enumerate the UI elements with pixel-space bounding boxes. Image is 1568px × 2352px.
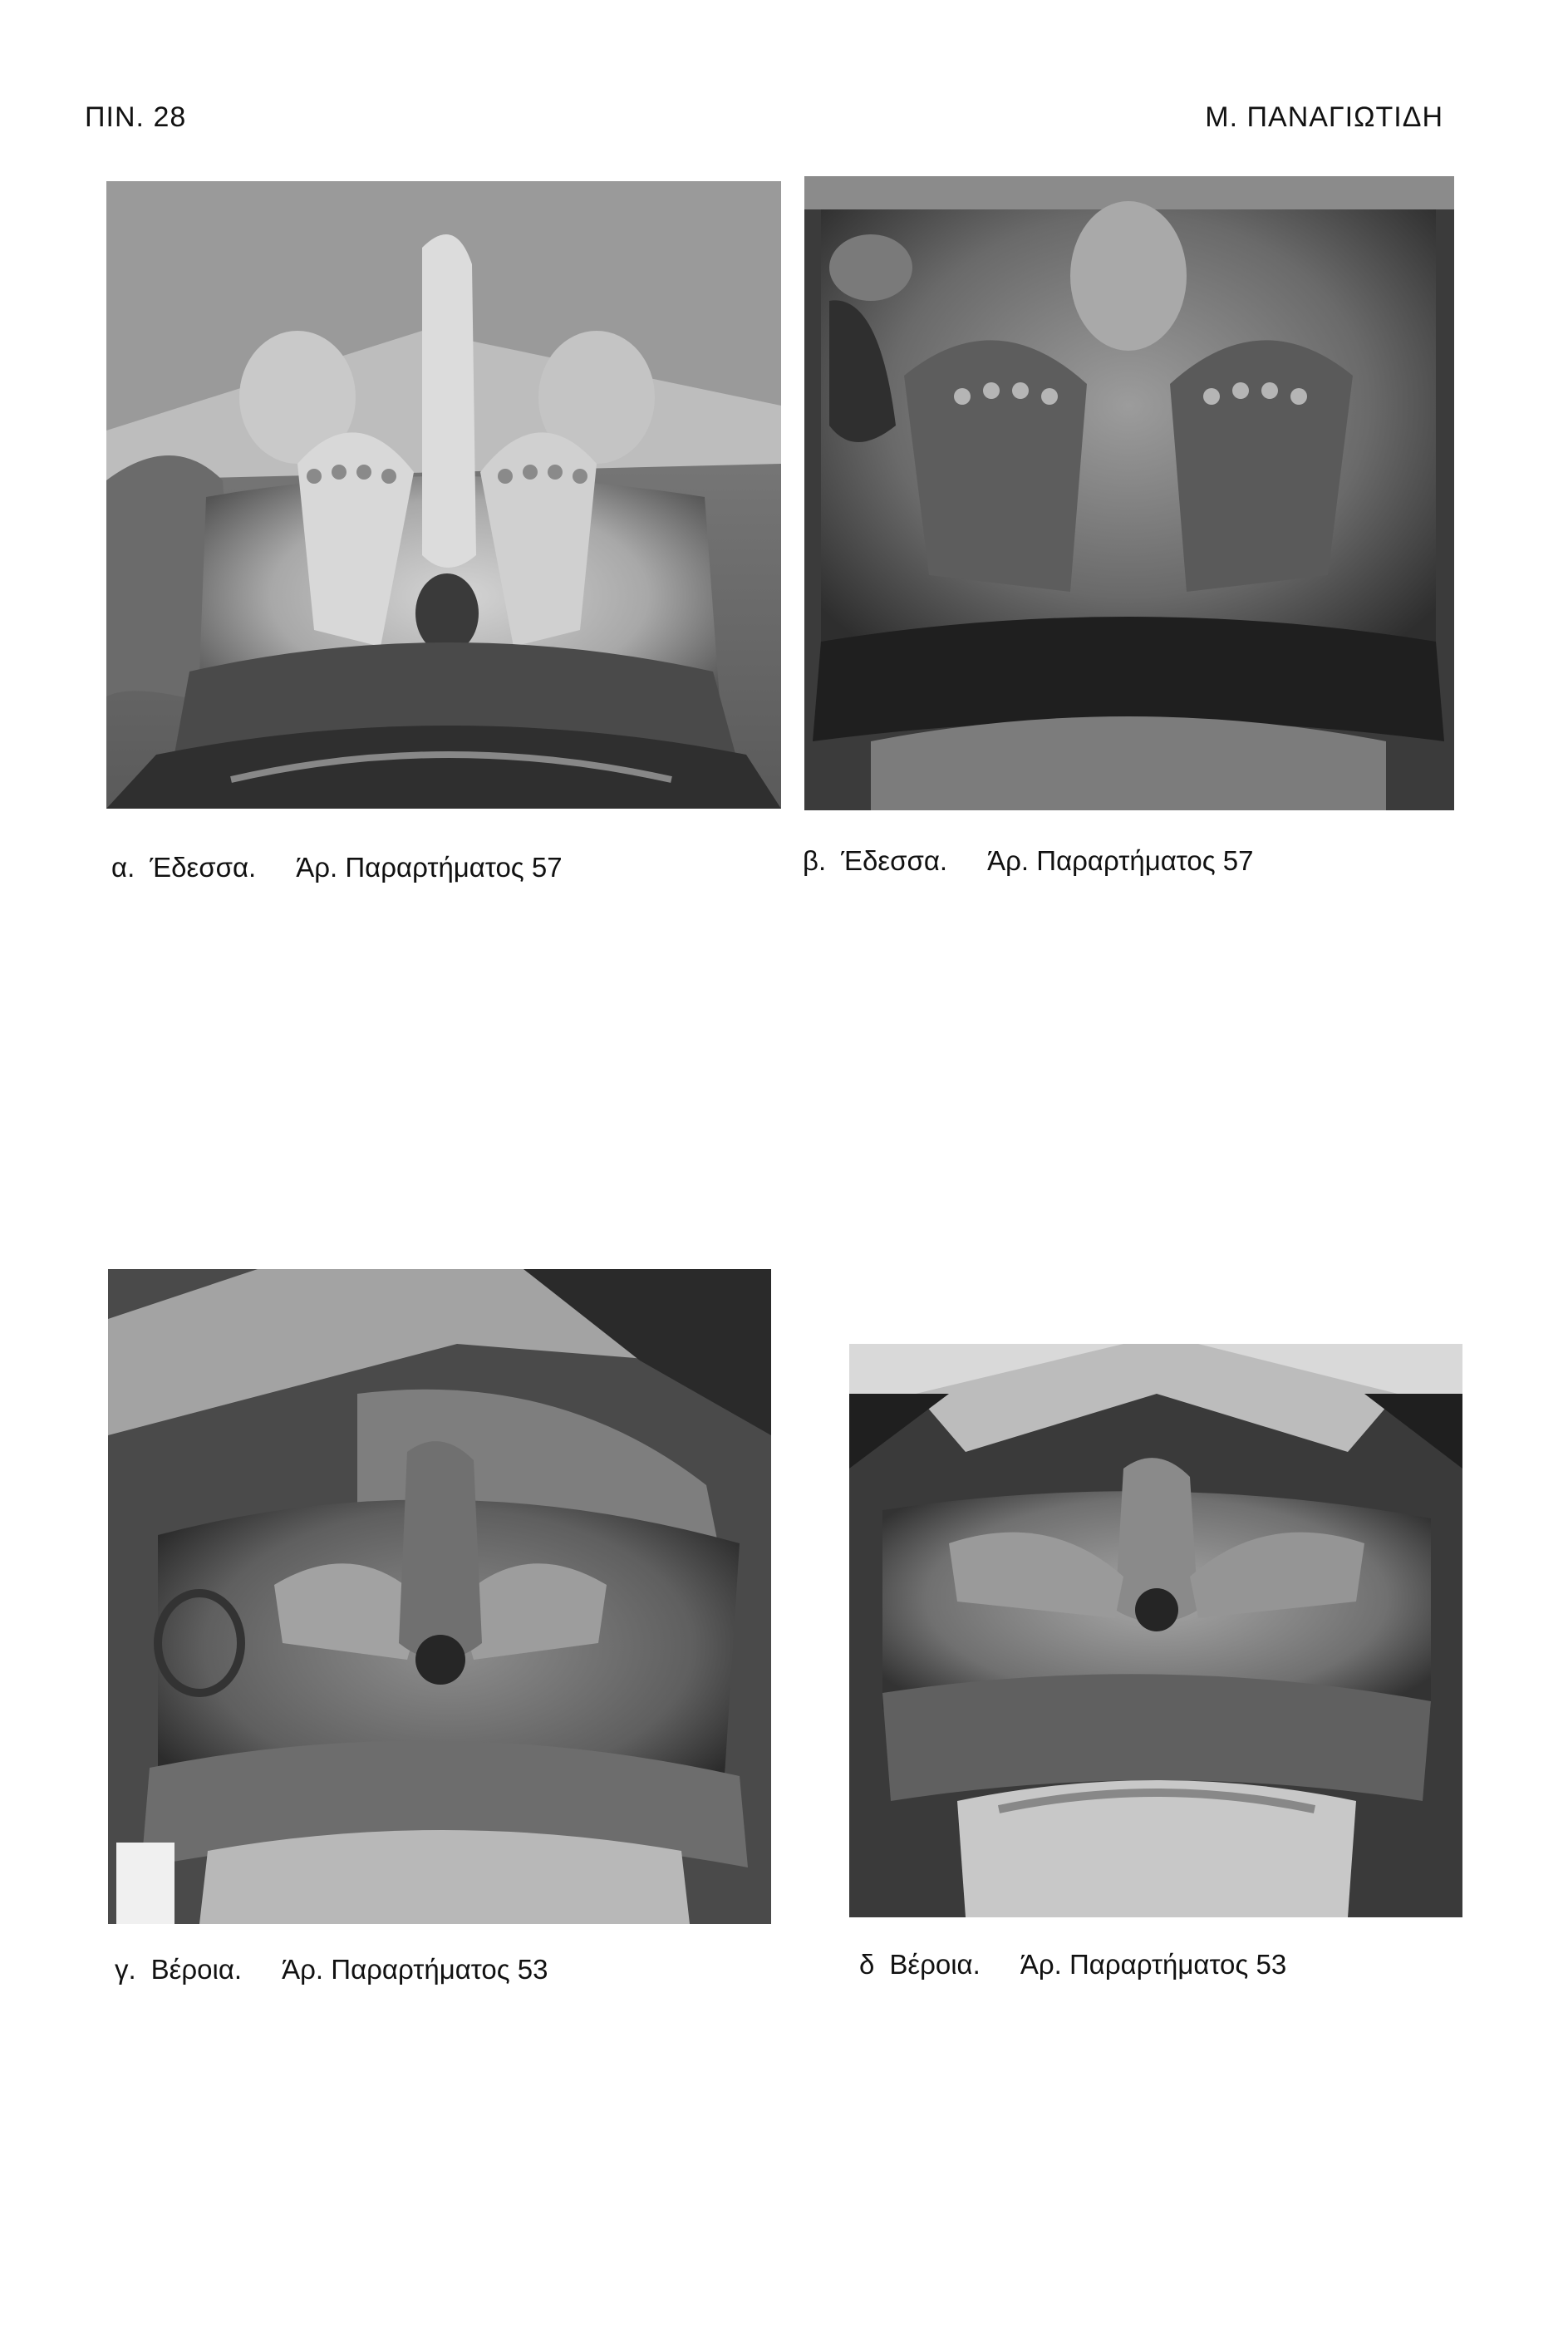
caption-d-place: Βέροια. xyxy=(889,1949,981,1980)
caption-a-label: α. xyxy=(111,852,135,883)
author-name: Μ. ΠΑΝΑΓΙΩΤΙΔΗ xyxy=(1205,101,1443,133)
capital-photo-c xyxy=(108,1269,771,1924)
plate-number: ΠΙΝ. 28 xyxy=(85,101,187,133)
caption-a-place: Έδεσσα. xyxy=(150,852,257,883)
caption-b xyxy=(803,845,1254,877)
caption-b-label: β. xyxy=(803,845,827,876)
caption-a xyxy=(111,852,563,883)
caption-a-reference: Άρ. Παραρτήματος 57 xyxy=(296,852,563,883)
caption-c-label: γ. xyxy=(115,1954,136,1985)
caption-d xyxy=(859,1949,1286,1981)
caption-c xyxy=(115,1954,548,1985)
caption-b-place: Έδεσσα. xyxy=(841,845,948,876)
caption-d-reference: Άρ. Παραρτήματος 53 xyxy=(1020,1949,1287,1980)
caption-c-place: Βέροια. xyxy=(150,1954,243,1985)
caption-d-label: δ xyxy=(859,1949,875,1980)
caption-b-reference: Άρ. Παραρτήματος 57 xyxy=(987,845,1254,876)
capital-photo-d xyxy=(849,1344,1462,1917)
capital-photo-b xyxy=(804,176,1454,810)
caption-c-reference: Άρ. Παραρτήματος 53 xyxy=(282,1954,548,1985)
capital-photo-a xyxy=(106,181,781,809)
